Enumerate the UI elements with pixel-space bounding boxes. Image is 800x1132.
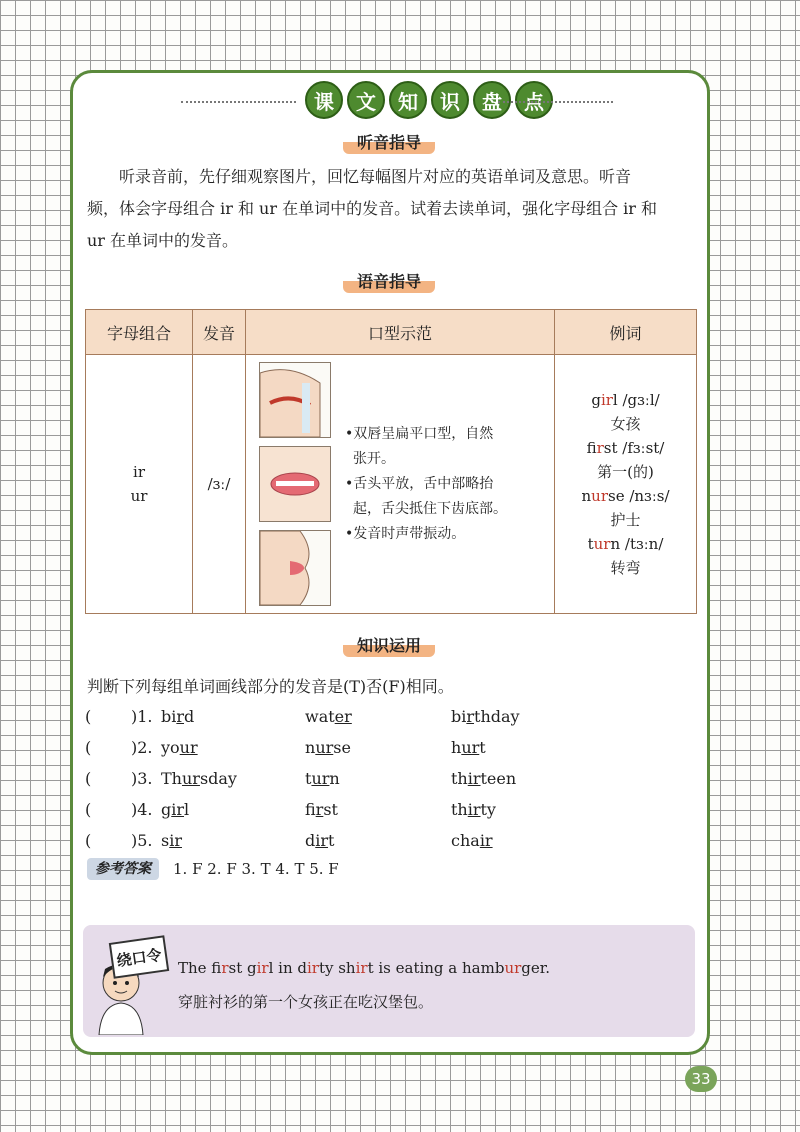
page-title <box>305 81 553 119</box>
exercise-word-3: chair <box>451 831 493 850</box>
twister-segment: ty sh <box>318 959 356 977</box>
example-meaning: 第一(的) <box>597 463 654 481</box>
mouth-side-lips-image <box>259 530 331 606</box>
answer-label: 参考答案 <box>87 858 159 880</box>
section-practice-title: 知识运用 <box>343 633 435 657</box>
exercise-word-2: water <box>305 707 352 726</box>
exercise-word-3: hurt <box>451 738 486 757</box>
practice-instruction: 判断下列每组单词画线部分的发音是(T)否(F)相同。 <box>87 677 454 696</box>
example-word: turn /tɜːn/ <box>587 535 664 553</box>
tip-line: 张开。 <box>353 450 395 467</box>
example-meaning: 转弯 <box>610 559 641 577</box>
twister-segment: ir <box>355 959 368 977</box>
exercise-word-2: first <box>305 800 338 819</box>
section-pronunciation-title: 语音指导 <box>343 269 435 293</box>
section-listening-title: 听音指导 <box>343 130 435 154</box>
header-mouth: 口型示范 <box>246 310 555 355</box>
paragraph-line: 频，体会字母组合 ir 和 ur 在单词中的发音。试着去读单词，强化字母组合 ir 和 <box>87 199 658 218</box>
twister-segment: ur <box>504 959 522 977</box>
title-char: 课 <box>305 81 343 119</box>
twister-segment: ir <box>221 959 229 977</box>
page-number: 33 <box>685 1066 717 1092</box>
tongue-twister-chinese: 穿脏衬衫的第一个女孩正在吃汉堡包。 <box>178 993 434 1011</box>
example-meaning: 护士 <box>610 511 641 529</box>
exercise-number: )1. <box>131 707 153 726</box>
tip-line: •舌头平放，舌中部略抬 <box>345 475 494 492</box>
title-char: 文 <box>347 81 385 119</box>
tip-line: •双唇呈扁平口型，自然 <box>345 425 494 442</box>
example-word: nurse /nɜːs/ <box>581 487 670 505</box>
title-char: 盘 <box>473 81 511 119</box>
twister-segment: The f <box>178 959 222 977</box>
paragraph-line: 听录音前，先仔细观察图片，回忆每幅图片对应的英语单词及意思。听音 <box>119 167 632 186</box>
title-char: 识 <box>431 81 469 119</box>
title-dots-left <box>181 101 296 103</box>
exercise-number: )3. <box>131 769 153 788</box>
header-sound: 发音 <box>193 310 246 355</box>
twister-segment: ir <box>256 959 269 977</box>
answer-blank[interactable]: ( <box>85 769 92 788</box>
exercise-number: )4. <box>131 800 153 819</box>
example-meaning: 女孩 <box>610 415 641 433</box>
twister-segment: t is eating a hamb <box>367 959 505 977</box>
tip-line: •发音时声带振动。 <box>345 525 466 542</box>
header-examples: 例词 <box>555 310 697 355</box>
sound-cell: /ɜː/ <box>193 355 246 614</box>
mouth-front-lips-image <box>259 446 331 522</box>
answer-blank[interactable]: ( <box>85 831 92 850</box>
exercise-number: )5. <box>131 831 153 850</box>
exercise-number: )2. <box>131 738 153 757</box>
exercise-word-2: dirt <box>305 831 335 850</box>
exercise-word-1: Thursday <box>161 769 237 788</box>
twister-segment: ir <box>306 959 319 977</box>
table-row <box>86 355 697 614</box>
mouth-illustrations <box>247 358 331 610</box>
content-card <box>70 70 710 1055</box>
exercise-word-2: nurse <box>305 738 351 757</box>
exercise-word-3: thirty <box>451 800 496 819</box>
tongue-twister-english <box>178 959 550 977</box>
exercise-word-1: sir <box>161 831 182 850</box>
twister-segment: st g <box>228 959 257 977</box>
twister-segment: ger. <box>521 959 551 977</box>
table-header-row <box>86 310 697 355</box>
letter-combo: ir <box>133 463 145 481</box>
mouth-cell <box>246 355 555 614</box>
pronunciation-table <box>85 309 697 614</box>
tongue-twister-label: 绕口令 <box>109 935 169 978</box>
header-letters: 字母组合 <box>86 310 193 355</box>
paragraph-line: ur 在单词中的发音。 <box>87 231 239 250</box>
exercise-word-1: girl <box>161 800 190 819</box>
listening-paragraph <box>87 161 657 257</box>
example-words <box>556 388 695 580</box>
title-char: 知 <box>389 81 427 119</box>
letter-combo: ur <box>130 487 148 505</box>
title-char: 点 <box>515 81 553 119</box>
answer-blank[interactable]: ( <box>85 738 92 757</box>
exercise-word-2: turn <box>305 769 340 788</box>
title-dots-right <box>498 101 613 103</box>
title-banner <box>73 81 707 121</box>
exercise-word-3: thirteen <box>451 769 517 788</box>
answer-key: 1. F 2. F 3. T 4. T 5. F <box>173 860 339 878</box>
exercise-word-3: birthday <box>451 707 520 726</box>
example-word: girl /gɜːl/ <box>591 391 660 409</box>
mouth-side-section-image <box>259 362 331 438</box>
tongue-twister-box <box>83 925 695 1037</box>
twister-segment: l in d <box>268 959 307 977</box>
tip-line: 起，舌尖抵住下齿底部。 <box>353 500 507 517</box>
answer-blank[interactable]: ( <box>85 800 92 819</box>
answer-blank[interactable]: ( <box>85 707 92 726</box>
letters-cell <box>86 355 193 614</box>
example-word: first /fɜːst/ <box>586 439 665 457</box>
exercise-word-1: bird <box>161 707 195 726</box>
examples-cell <box>555 355 697 614</box>
mouth-tips <box>331 422 507 547</box>
exercise-word-1: your <box>161 738 198 757</box>
